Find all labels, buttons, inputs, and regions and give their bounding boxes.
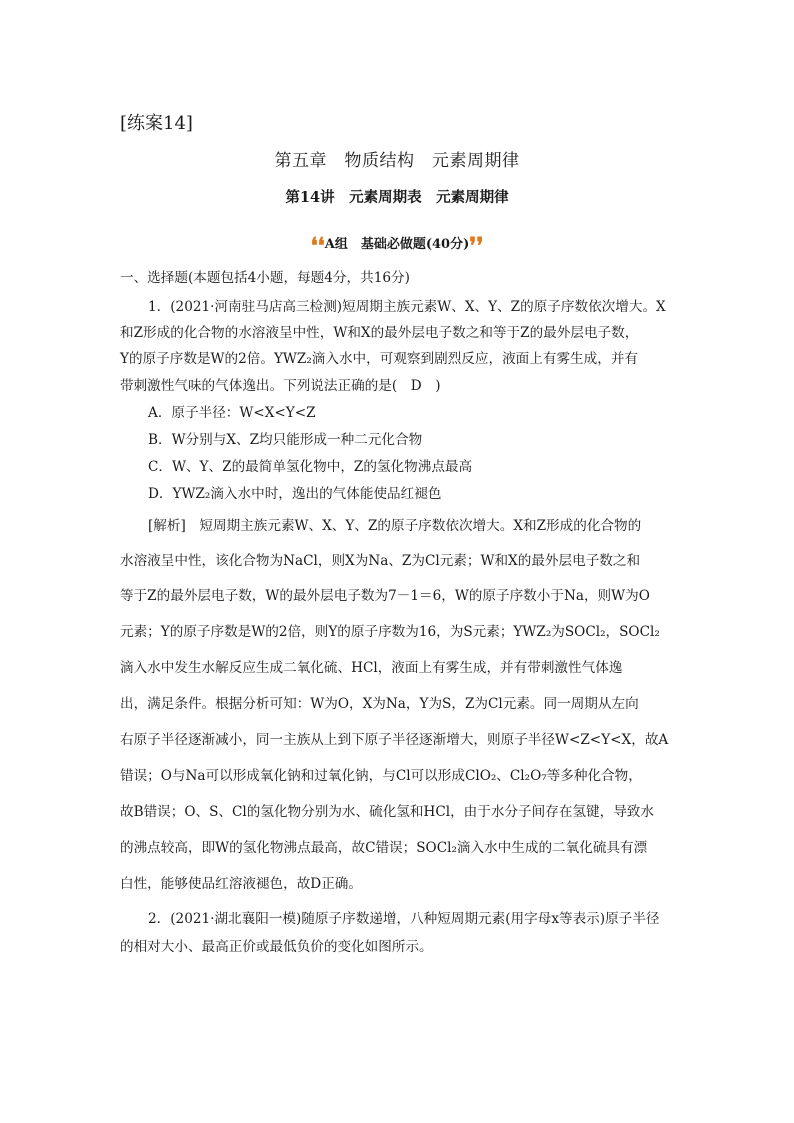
q1-line: 带刺激性气味的气体逸出。下列说法正确的是( D ) — [120, 378, 441, 394]
q1-option-b: B．W分别与X、Z均只能形成一种二元化合物 — [148, 432, 423, 448]
q1-option-c: C．W、Y、Z的最简单氢化物中，Z的氢化物沸点最高 — [148, 459, 473, 475]
solution-line: 出，满足条件。根据分析可知：W为O，X为Na，Y为S，Z为Cl元素。同一周期从左向 — [120, 696, 639, 712]
solution-line: 水溶液呈中性，该化合物为NaCl，则X为Na、Z为Cl元素；W和X的最外层电子数之和 — [120, 553, 641, 569]
close-quote-icon: ❜❜ — [469, 233, 484, 259]
chapter-title: 第五章 物质结构 元素周期律 — [274, 151, 520, 171]
q1-line: 1．(2021·河南驻马店高三检测)短周期主族元素W、X、Y、Z的原子序数依次增大。X — [148, 299, 666, 315]
q1-line: 和Z形成的化合物的水溶液呈中性，W和X的最外层电子数之和等于Z的最外层电子数， — [120, 325, 639, 341]
q1-option-a: A．原子半径：W<X<Y<Z — [148, 405, 316, 421]
solution-line: 白性，能够使品红溶液褪色，故D正确。 — [120, 876, 362, 892]
solution-line: 故B错误；O、S、Cl的氢化物分别为水、硫化氢和HCl，由于水分子间存在氢键，导致水 — [120, 804, 654, 820]
solution-line: 元素；Y的原子序数是W的2倍，则Y的原子序数为16，为S元素；YWZ₂为SOCl₂，SOCl₂ — [120, 624, 660, 640]
q2-line: 2．(2021·湖北襄阳一模)随原子序数递增，八种短周期元素(用字母x等表示)原子半径 — [148, 911, 660, 927]
group-heading — [0, 233, 794, 257]
solution-line: 右原子半径逐渐减小，同一主族从上到下原子半径逐渐增大，则原子半径W<Z<Y<X，故A — [120, 732, 669, 748]
exercise-label: [练案14] — [120, 113, 193, 134]
q2-line: 的相对大小、最高正价或最低负价的变化如图所示。 — [120, 939, 433, 955]
q1-option-d: D．YWZ₂滴入水中时，逸出的气体能使品红褪色 — [148, 486, 442, 502]
section-heading: 一、选择题(本题包括4小题，每题4分，共16分) — [120, 270, 410, 286]
solution-line: 滴入水中发生水解反应生成二氧化硫、HCl，液面上有雾生成，并有带刺激性气体逸 — [120, 660, 623, 676]
q1-line: Y的原子序数是W的2倍。YWZ₂滴入水中，可观察到剧烈反应，液面上有雾生成，并有 — [120, 351, 639, 367]
solution-line: 错误；O与Na可以形成氧化钠和过氧化钠，与Cl可以形成ClO₂、Cl₂O₇等多种化合物， — [120, 768, 642, 784]
solution-line: [解析] 短周期主族元素W、X、Y、Z的原子序数依次增大。X和Z形成的化合物的 — [148, 518, 642, 534]
lecture-title: 第14讲 元素周期表 元素周期律 — [285, 189, 509, 206]
group-title: A组 基础必做题(40分) — [324, 237, 470, 252]
solution-line: 的沸点较高，即W的氢化物沸点最高，故C错误；SOCl₂滴入水中生成的二氧化硫具有漂 — [120, 840, 648, 856]
open-quote-icon: ❛❛ — [310, 233, 325, 259]
solution-line: 等于Z的最外层电子数，W的最外层电子数为7－1＝6，W的原子序数小于Na，则W为O — [120, 588, 650, 604]
